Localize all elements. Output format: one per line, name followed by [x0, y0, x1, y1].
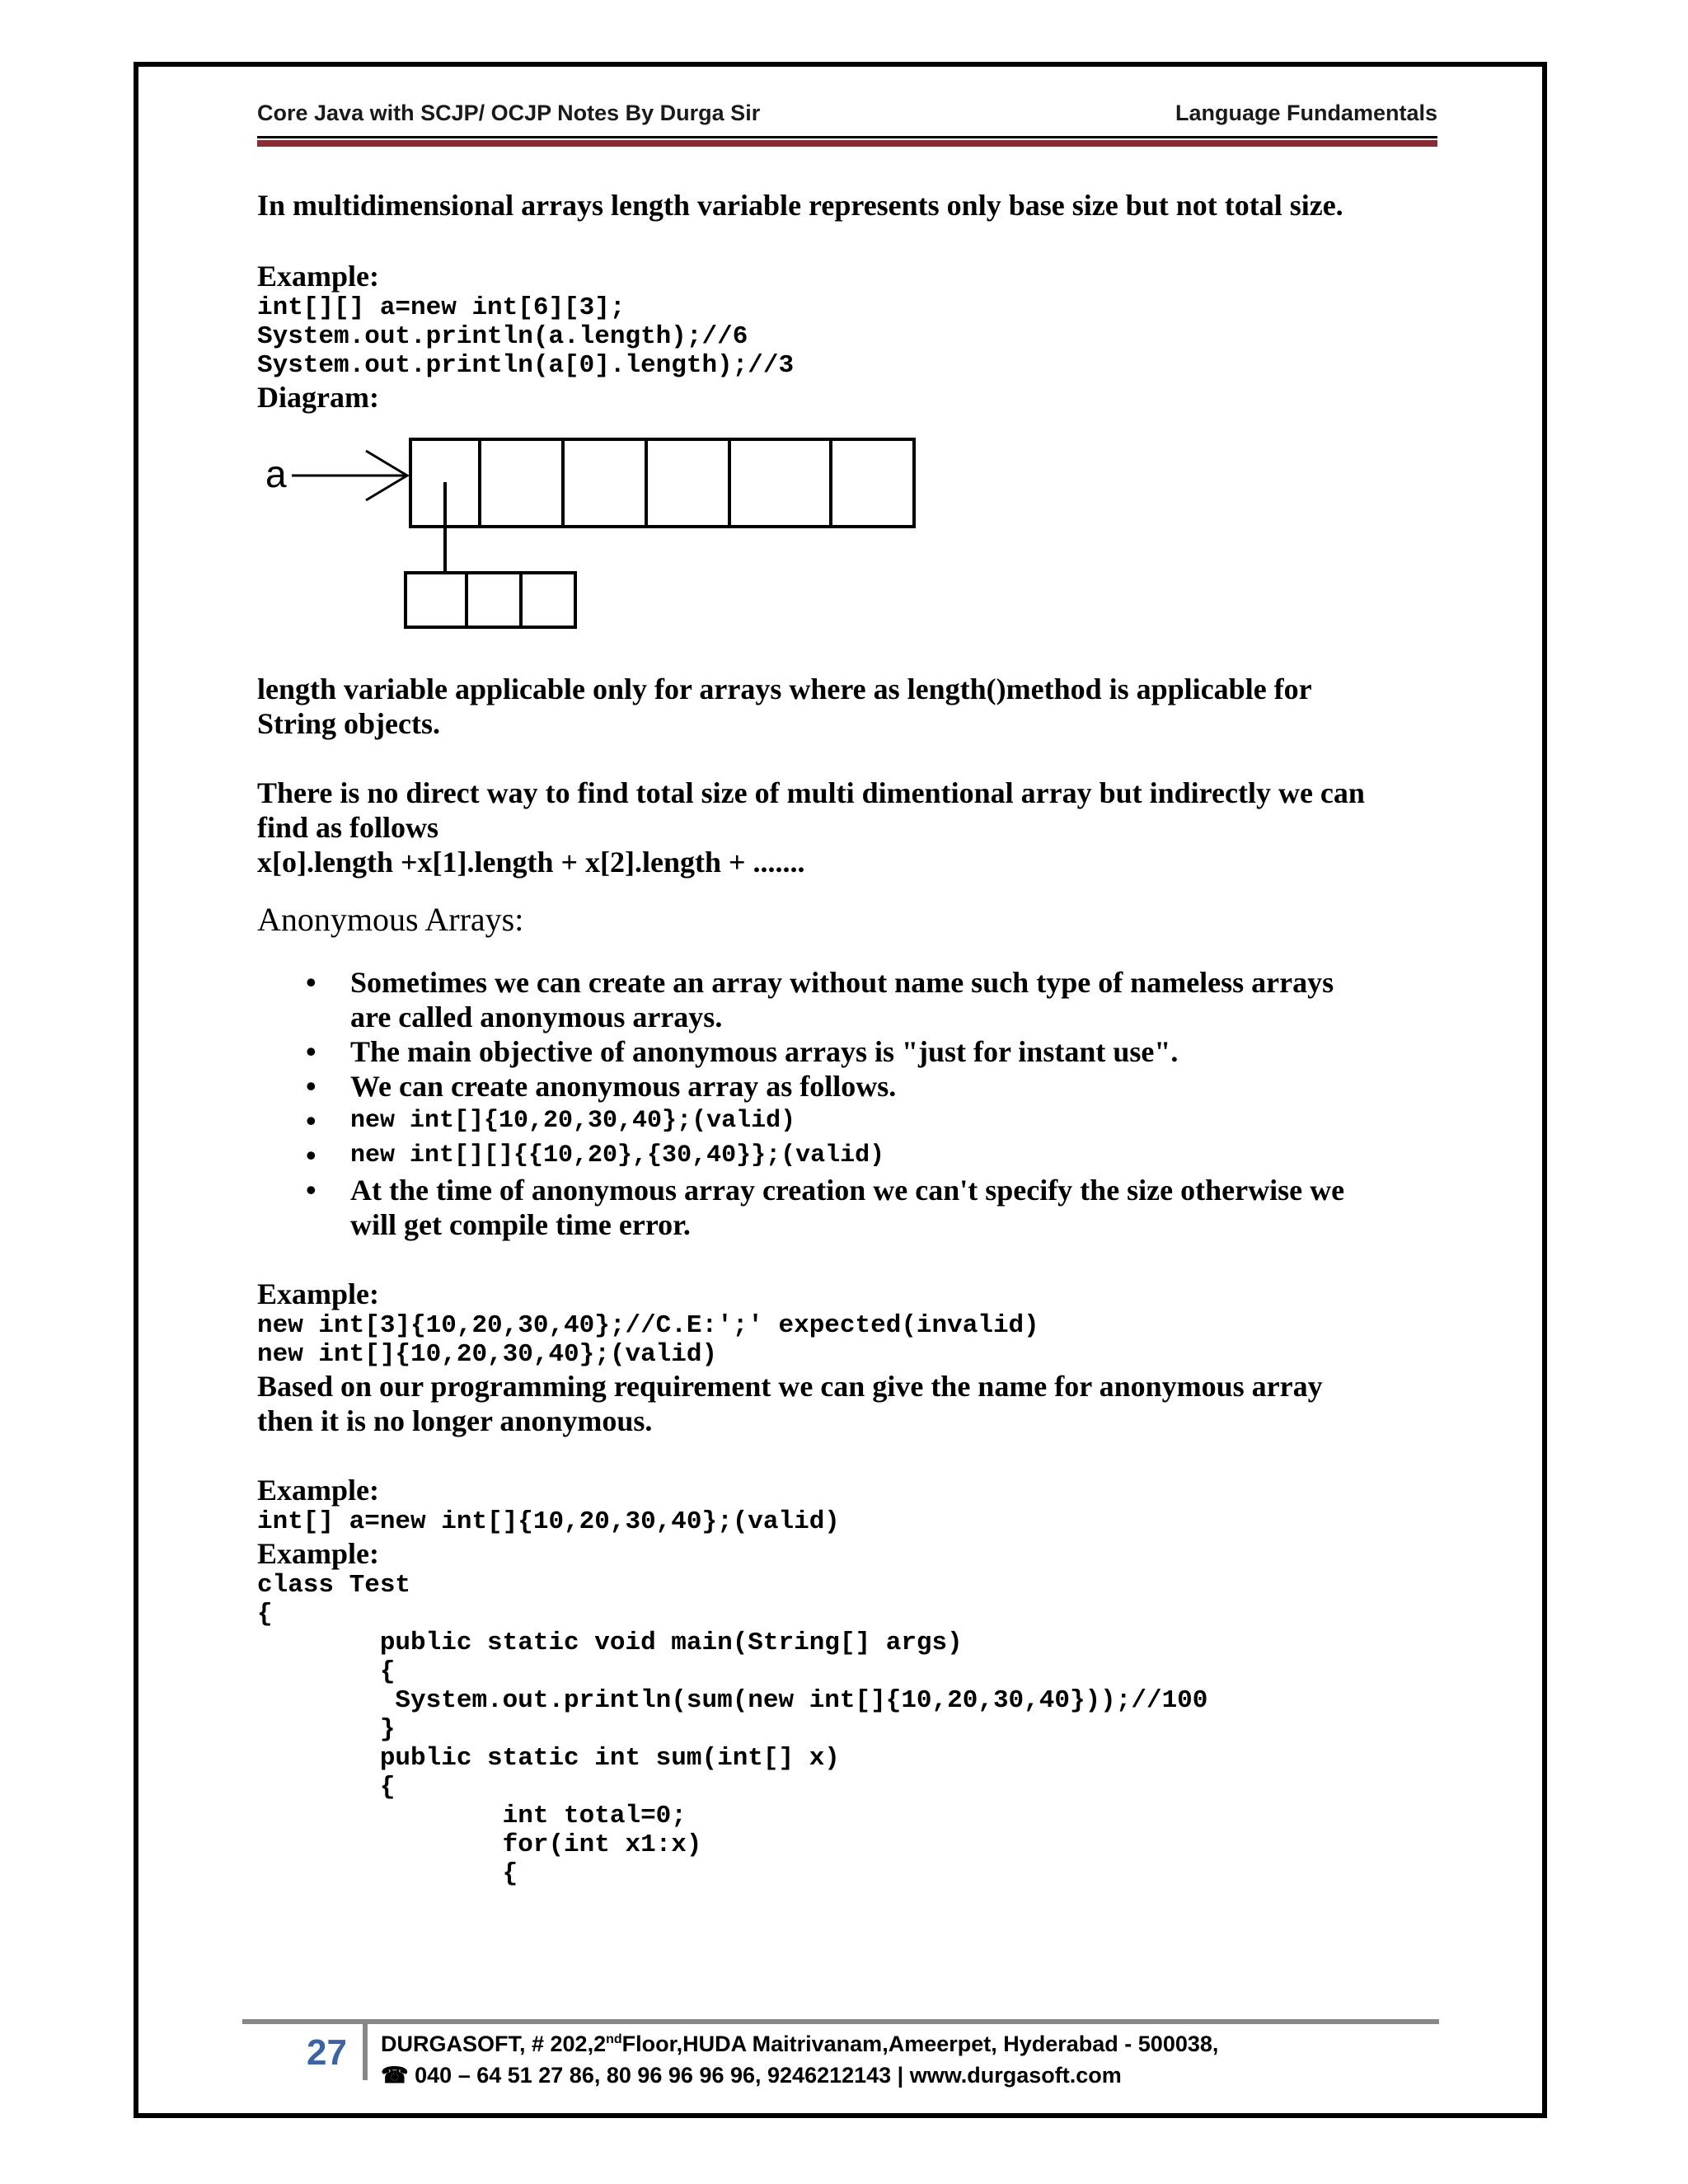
code-line: new int[]{10,20,30,40};(valid)	[257, 1340, 718, 1369]
page-header	[257, 101, 1437, 134]
total-size-paragraph-line: There is no direct way to find total size of multi dimentional array but indirectly we can	[257, 776, 1365, 809]
code-line: {	[257, 1657, 396, 1686]
code-line: System.out.println(sum(new int[]{10,20,30,40}));//100	[257, 1686, 1208, 1715]
length-paragraph-line: length variable applicable only for arrays where as length()method is applicable for	[257, 673, 1312, 705]
header-title: Core Java with SCJP/ OCJP Notes By Durga Sir	[257, 101, 761, 125]
bullet-dot: •	[306, 966, 316, 999]
bullet-item	[257, 1173, 1444, 1242]
sub-array	[406, 573, 575, 627]
bullet-text: will get compile time error.	[350, 1208, 691, 1241]
array-diagram-svg	[257, 433, 999, 647]
code-line: {	[257, 1859, 518, 1888]
code-block-1	[257, 293, 1444, 380]
base-array-cell	[563, 439, 646, 527]
bullet-item	[257, 1138, 1444, 1173]
bullet-text: are called anonymous arrays.	[350, 1001, 723, 1033]
array-diagram	[257, 433, 999, 647]
example-label: Example:	[257, 1537, 379, 1570]
diagram-label: Diagram:	[257, 381, 379, 414]
code-line: System.out.println(a[0].length);//3	[257, 351, 795, 380]
code-line: System.out.println(a.length);//6	[257, 322, 748, 351]
footer-line-2: ☎ 040 – 64 51 27 86, 80 96 96 96 96, 9246212143 | www.durgasoft.com	[381, 2063, 1122, 2088]
example-label: Example:	[257, 260, 379, 293]
base-array-cell	[480, 439, 563, 527]
phone-icon: ☎	[381, 2063, 409, 2088]
bullet-text: At the time of anonymous array creation we can't specify the size otherwise we	[350, 1174, 1345, 1207]
page-number: 27	[307, 2032, 347, 2073]
naming-paragraph-line: then it is no longer anonymous.	[257, 1404, 653, 1437]
code-line: public static int sum(int[] x)	[257, 1744, 840, 1773]
base-array	[410, 439, 914, 527]
footer-divider	[363, 2024, 368, 2080]
code-line: int[] a=new int[]{10,20,30,40};(valid)	[257, 1507, 840, 1536]
code-line: new int[3]{10,20,30,40};//C.E:';' expected(invalid)	[257, 1311, 1039, 1340]
example-label: Example:	[257, 1277, 379, 1310]
base-array-cell	[646, 439, 729, 527]
code-line: {	[257, 1773, 396, 1802]
anonymous-arrays-list	[257, 965, 1444, 1242]
bullet-text: We can create anonymous array as follows.	[350, 1070, 897, 1103]
code-line: {	[257, 1600, 273, 1629]
code-line: int[][] a=new int[6][3];	[257, 293, 626, 322]
bullet-item	[257, 1034, 1444, 1069]
code-line: public static void main(String[] args)	[257, 1629, 963, 1657]
page-content	[257, 188, 1444, 1888]
code-line: for(int x1:x)	[257, 1830, 702, 1859]
section-title: Anonymous Arrays:	[257, 901, 524, 938]
reference-label: a	[265, 452, 287, 495]
bullet-dot: •	[306, 1070, 316, 1103]
intro-paragraph: In multidimensional arrays length variable represents only base size but not total size.	[257, 189, 1343, 222]
bullet-dot: •	[306, 1035, 316, 1068]
total-size-formula: x[o].length +x[1].length + x[2].length + .......	[257, 846, 805, 879]
example-label: Example:	[257, 1474, 379, 1507]
code-block-test-class	[257, 1571, 1444, 1888]
header-chapter: Language Fundamentals	[1175, 101, 1437, 125]
sub-array-cell	[406, 573, 467, 627]
bullet-item	[257, 1104, 1444, 1138]
base-array-cell	[729, 439, 831, 527]
base-array-cell	[831, 439, 914, 527]
bullet-item	[257, 1069, 1444, 1104]
sub-array-cell	[467, 573, 521, 627]
code-line: int total=0;	[257, 1802, 687, 1830]
bullet-text: new int[]{10,20,30,40};(valid)	[350, 1107, 796, 1135]
sub-array-cell	[521, 573, 575, 627]
code-line: class Test	[257, 1571, 411, 1600]
bullet-dot: •	[306, 1139, 316, 1172]
header-rule	[257, 136, 1437, 138]
bullet-dot: •	[306, 1104, 316, 1137]
bullet-text: The main objective of anonymous arrays is "just for instant use".	[350, 1035, 1179, 1068]
bullet-text: new int[][]{{10,20},{30,40}};(valid)	[350, 1141, 885, 1169]
bullet-item	[257, 965, 1444, 1034]
code-line: }	[257, 1715, 396, 1744]
footer-line-1: DURGASOFT, # 202,2ndFloor,HUDA Maitrivanam,Ameerpet, Hyderabad - 500038,	[381, 2032, 1219, 2056]
footer-address	[381, 2024, 1218, 2091]
bullet-dot: •	[306, 1174, 316, 1207]
bullet-text: Sometimes we can create an array without name such type of nameless arrays	[350, 966, 1334, 999]
header-rule-accent	[257, 140, 1437, 147]
naming-paragraph-line: Based on our programming requirement we can give the name for anonymous array	[257, 1370, 1323, 1403]
length-paragraph-line: String objects.	[257, 707, 440, 740]
total-size-paragraph-line: find as follows	[257, 811, 439, 844]
